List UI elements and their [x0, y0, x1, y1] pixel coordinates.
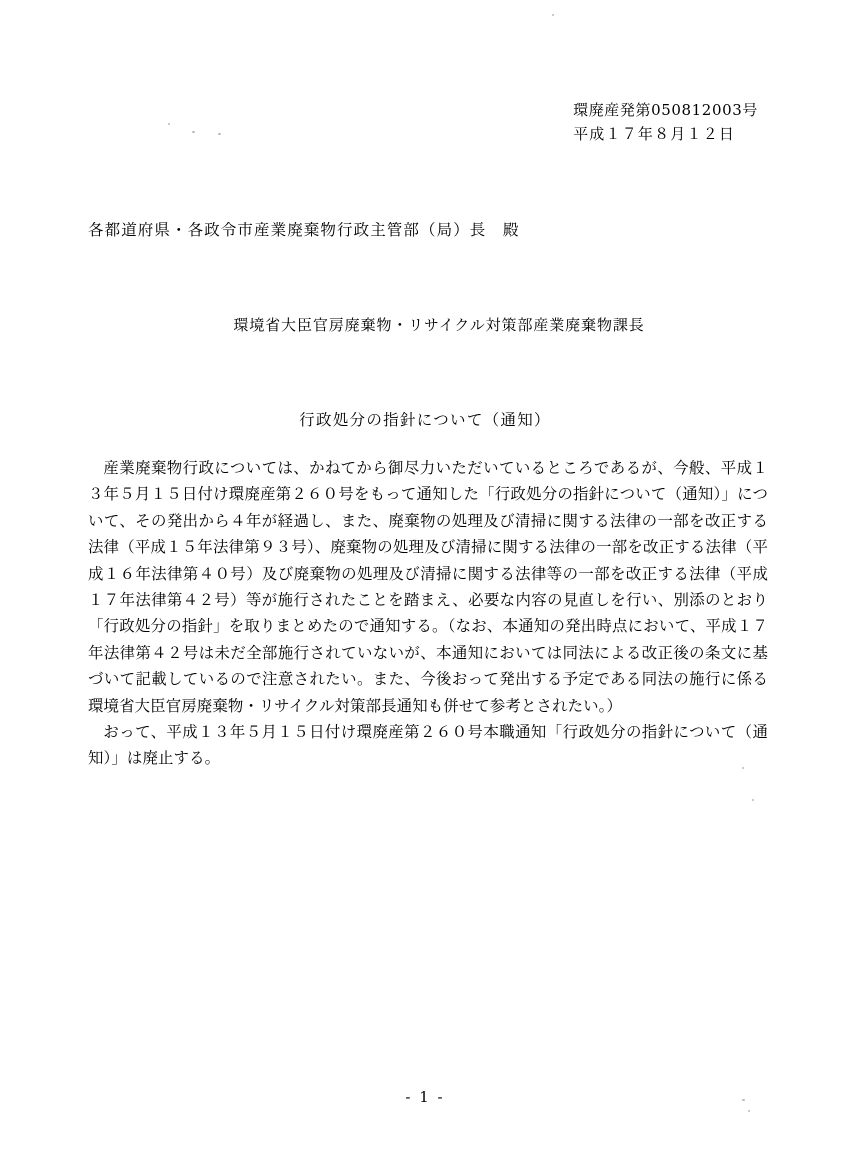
scan-speckle	[218, 133, 221, 135]
document-body	[88, 455, 768, 772]
scan-speckle	[168, 123, 170, 125]
body-paragraph-1: 産業廃棄物行政については、かねてから御尽力いただいているところであるが、今般、平成１３年５月１５日付け環廃産第２６０号をもって通知した「行政処分の指針について（通知）」について、その発出から４年が経過し、また、廃棄物の処理及び清掃に関する法律の一部を改正する法律（平成１５年法律第９３号）、廃棄物の処理及び清掃に関する法律の一部を改正する法律（平成１６年法律第４０号）及び廃棄物の処理及び清掃に関する法律等の一部を改正する法律（平成１７年法律第４２号）等が施行されたことを踏まえ、必要な内容の見直しを行い、別添のとおり「行政処分の指針」を取りまとめたので通知する。（なお、本通知の発出時点において、平成１７年法律第４２号は未だ全部施行されていないが、本通知においては同法による改正後の条文に基づいて記載しているので注意されたい。また、今後おって発出する予定である同法の施行に係る環境省大臣官房廃棄物・リサイクル対策部長通知も併せて参考とされたい。）	[88, 459, 768, 715]
scan-speckle	[752, 799, 754, 801]
body-paragraph-2: おって、平成１３年５月１５日付け環廃産第２６０号本職通知「行政処分の指針について（通知）」は廃止する。	[88, 723, 768, 768]
document-reference-number: 環廃産発第050812003号	[573, 101, 758, 119]
sender-line: 環境省大臣官房廃棄物・リサイクル対策部産業廃棄物課長	[233, 316, 645, 334]
scan-speckle	[748, 1110, 750, 1112]
scan-speckle	[192, 131, 195, 133]
scan-speckle	[552, 14, 554, 16]
document-date: 平成１７年８月１２日	[573, 125, 736, 144]
document-title: 行政処分の指針について（通知）	[299, 411, 551, 429]
document-reference-block	[573, 98, 758, 147]
addressee-line: 各都道府県・各政令市産業廃棄物行政主管部（局）長 殿	[88, 221, 520, 239]
page-number: - 1 -	[405, 1088, 445, 1106]
